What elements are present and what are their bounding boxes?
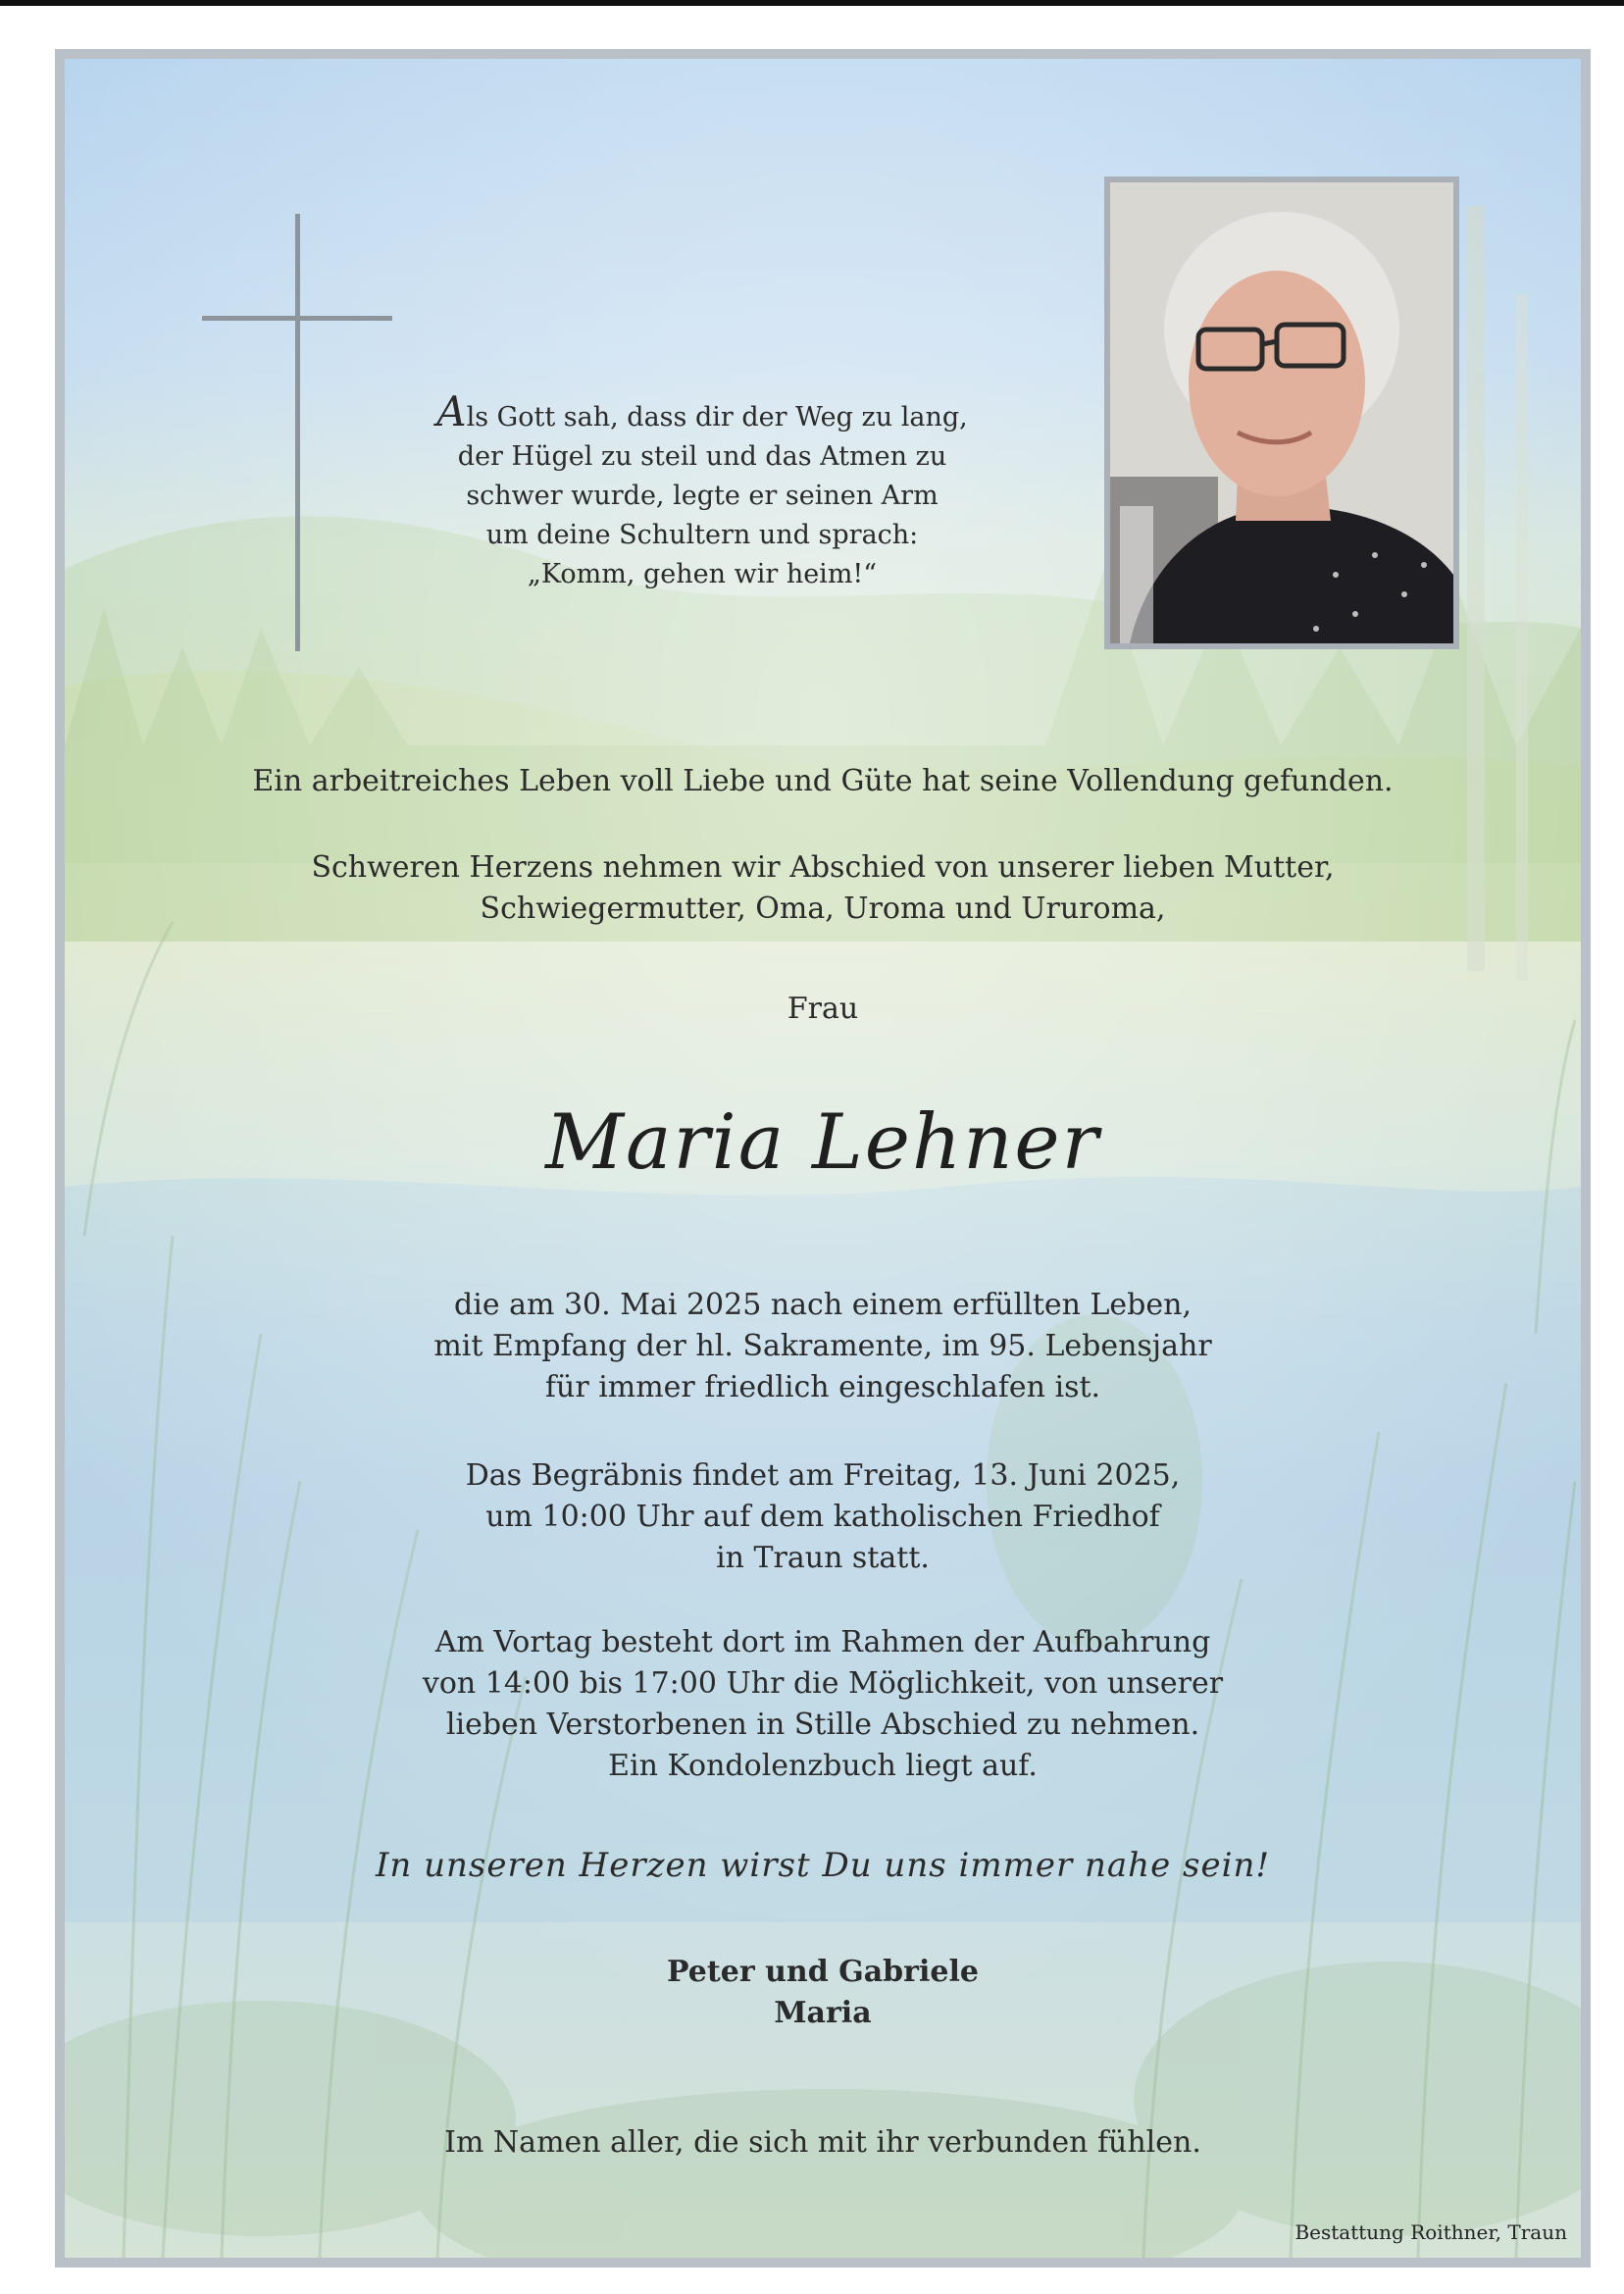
funeral-line-2: um 10:00 Uhr auf dem katholischen Friedhof xyxy=(485,1500,1160,1534)
cross-symbol xyxy=(202,214,392,651)
undertaker-credit: Bestattung Roithner, Traun xyxy=(1294,2220,1567,2244)
viewing-details xyxy=(65,1622,1581,1787)
deceased-name: Maria Lehner xyxy=(545,1098,1100,1187)
scan-edge xyxy=(0,0,1624,6)
motto: In unseren Herzen wirst Du uns immer nahe sein! xyxy=(375,1846,1271,1885)
farewell-text xyxy=(65,847,1581,930)
poem-line-5: „Komm, gehen wir heim!“ xyxy=(527,559,878,589)
viewing-line-2: von 14:00 bis 17:00 Uhr die Möglichkeit, von unserer xyxy=(422,1666,1224,1701)
cross-horizontal-bar xyxy=(202,316,392,321)
portrait-image xyxy=(1110,182,1453,643)
poem-text xyxy=(428,387,977,594)
mourners xyxy=(65,1952,1581,2034)
death-line-2: mit Empfang der hl. Sakramente, im 95. Lebensjahr xyxy=(433,1329,1212,1363)
salutation: Frau xyxy=(787,992,859,1026)
poem-line-1: Als Gott sah, dass dir der Weg zu lang, xyxy=(436,387,968,435)
portrait-photo xyxy=(1104,177,1459,649)
poem-line-3: schwer wurde, legte er seinen Arm xyxy=(466,481,939,511)
death-line-1: die am 30. Mai 2025 nach einem erfüllten Leben, xyxy=(454,1288,1192,1322)
intro-text: Ein arbeitreiches Leben voll Liebe und Güte hat seine Vollendung gefunden. xyxy=(252,764,1394,798)
farewell-line-1: Schweren Herzens nehmen wir Abschied von unserer lieben Mutter, xyxy=(311,850,1335,885)
mourners-line-1: Peter und Gabriele xyxy=(667,1955,979,1989)
death-details xyxy=(65,1285,1581,1408)
death-line-3: für immer friedlich eingeschlafen ist. xyxy=(544,1370,1101,1404)
farewell-line-2: Schwiegermutter, Oma, Uroma und Ururoma, xyxy=(480,892,1166,926)
closing-text: Im Namen aller, die sich mit ihr verbunden fühlen. xyxy=(444,2125,1201,2160)
funeral-details xyxy=(65,1455,1581,1579)
poem-line-4: um deine Schultern und sprach: xyxy=(485,520,919,550)
viewing-line-1: Am Vortag besteht dort im Rahmen der Aufbahrung xyxy=(434,1625,1211,1659)
funeral-line-1: Das Begräbnis findet am Freitag, 13. Juni 2025, xyxy=(465,1458,1181,1493)
poem-line-2: der Hügel zu steil und das Atmen zu xyxy=(457,441,947,472)
funeral-line-3: in Traun statt. xyxy=(716,1541,930,1575)
cross-vertical-bar xyxy=(295,214,300,651)
poem-initial: A xyxy=(436,387,467,435)
mourners-line-2: Maria xyxy=(774,1996,872,2030)
viewing-line-3: lieben Verstorbenen in Stille Abschied zu nehmen. xyxy=(445,1708,1200,1742)
parte-card xyxy=(55,49,1591,2268)
viewing-line-4: Ein Kondolenzbuch liegt auf. xyxy=(608,1749,1038,1783)
